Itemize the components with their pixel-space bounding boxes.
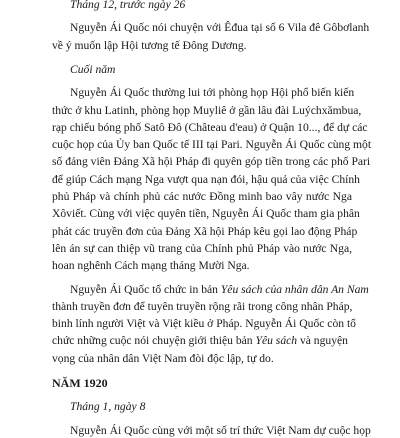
document-title: Yêu sách của nhân dân An Nam xyxy=(220,282,369,296)
text-line: vọng của nhân dân Việt Nam đòi độc lập, tự do. xyxy=(52,351,274,365)
text-line: Xôviết. Cùng với việc quyên tiền, Nguyễn Ái Quốc tham gia phân xyxy=(52,207,360,221)
text-line: Nguyễn Ái Quốc cùng với một số trí thức Việt Nam dự cuộc họp xyxy=(70,423,371,437)
year-heading: NĂM 1920 xyxy=(52,376,108,390)
text-line: hoan nghênh Cách mạng tháng Mười Nga. xyxy=(52,259,250,273)
text-line: Nguyễn Ái Quốc nói chuyện với Êđua tại số 6 Vila đê Gôbơlanh xyxy=(70,21,370,35)
text-line: chức những cuộc nói chuyện giới thiệu bản Yêu sách và nguyện xyxy=(52,334,348,348)
text-line: số đảng viên Đảng Xã hội Pháp đi quyên góp tiền trong các phố Pari xyxy=(52,155,371,169)
text-line: thức ở khu Latinh, phòng họp Muyliê ở gần lâu đài Luýchxămbua, xyxy=(52,103,362,117)
entry-date: Tháng 12, trước ngày 26 xyxy=(70,0,186,11)
text-line: lên án sự can thiệp vũ trang của Chính phủ Pháp vào nước Nga, xyxy=(52,241,352,255)
text-line: để giúp Cách mạng Nga vượt qua nạn đói, hậu quả của việc Chính xyxy=(52,172,360,186)
text-line: phủ Pháp và chính phủ các nước Đồng minh bao vây nước Nga xyxy=(52,190,352,203)
text-line: rạp chiếu bóng phố Satô Đô (Château d'eau) ở Quận 10..., để dự các xyxy=(52,120,368,134)
text-line: phát các truyền đơn của Đảng Xã hội Pháp kêu gọi lao động Pháp xyxy=(52,224,358,238)
text-line: về ý muốn lập Hội tương tế Đông Dương. xyxy=(52,38,247,52)
text-line: Nguyễn Ái Quốc thường lui tới phòng họp Hội phổ biến kiến xyxy=(70,86,355,100)
entry-date: Tháng 1, ngày 8 xyxy=(70,400,146,414)
entry-date: Cuối năm xyxy=(70,62,116,76)
document-title: Yêu sách xyxy=(255,334,298,348)
text-line: binh lính người Việt và Việt kiều ở Pháp. Nguyễn Ái Quốc còn tổ xyxy=(52,317,356,331)
text-line: Nguyễn Ái Quốc tổ chức in bản Yêu sách của nhân dân An Nam xyxy=(70,282,369,296)
text-line: cuộc họp của Ủy ban Quốc tế III tại Pari. Nguyễn Ái Quốc cùng một xyxy=(52,138,372,152)
text-line: thành truyền đơn để tuyên truyền rộng rãi trong công nhân Pháp, xyxy=(52,299,353,313)
